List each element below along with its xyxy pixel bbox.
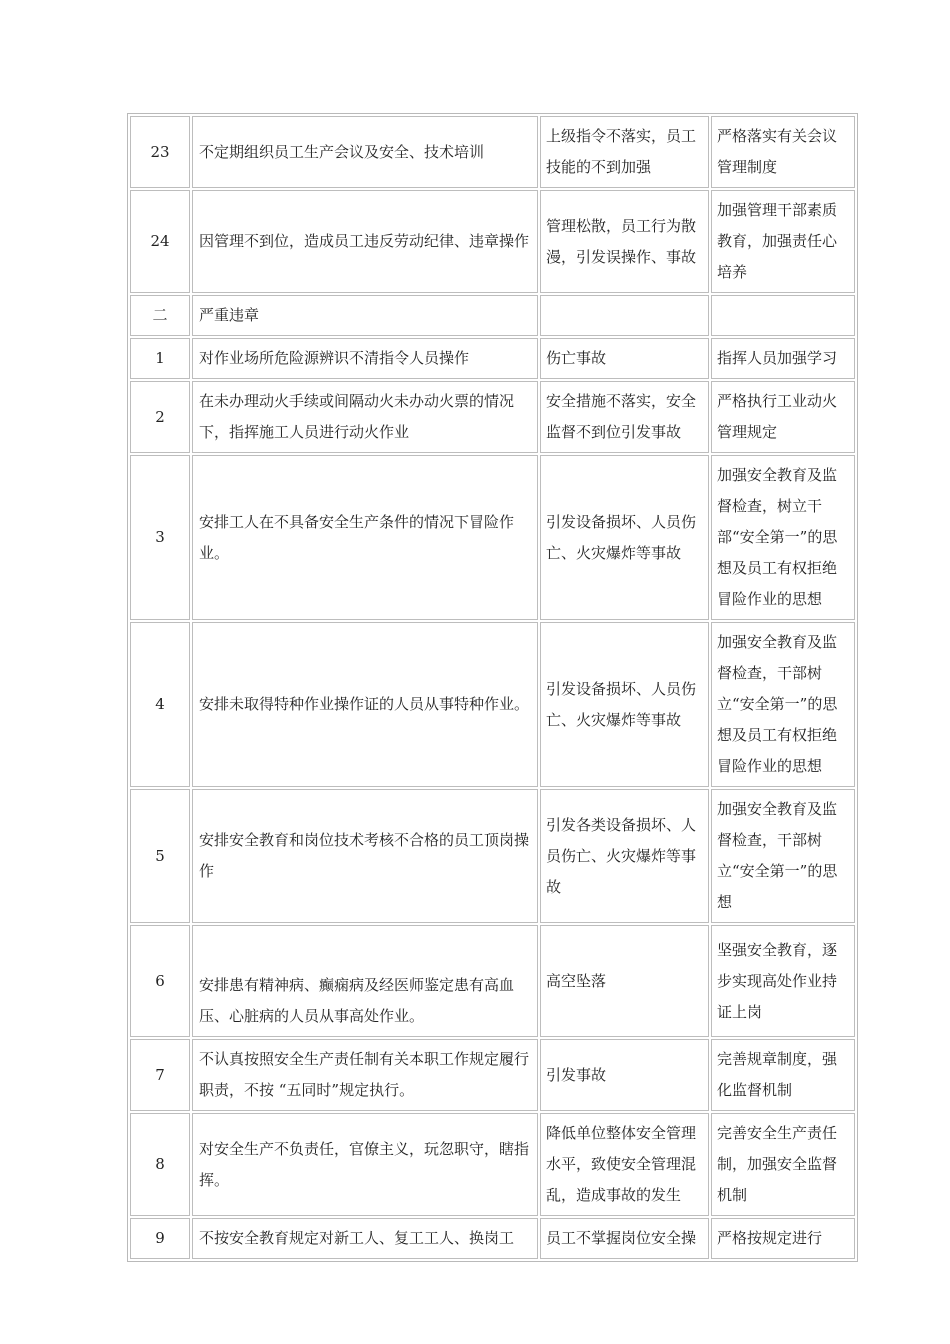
table-row bbox=[130, 622, 855, 787]
table-row bbox=[130, 925, 855, 1037]
row-number: 8 bbox=[130, 1113, 190, 1216]
hazard-item: 在未办理动火手续或间隔动火未办动火票的情况下，指挥施工人员进行动火作业 bbox=[192, 381, 538, 453]
consequence: 引发各类设备损坏、人员伤亡、火灾爆炸等事故 bbox=[540, 789, 709, 923]
table-body bbox=[130, 116, 855, 1259]
hazard-item: 对安全生产不负责任，官僚主义，玩忽职守，瞎指挥。 bbox=[192, 1113, 538, 1216]
consequence: 降低单位整体安全管理水平，致使安全管理混乱，造成事故的发生 bbox=[540, 1113, 709, 1216]
row-number: 4 bbox=[130, 622, 190, 787]
control-measure: 严格执行工业动火管理规定 bbox=[711, 381, 855, 453]
table-row bbox=[130, 116, 855, 188]
hazard-item: 安排未取得特种作业操作证的人员从事特种作业。 bbox=[192, 622, 538, 787]
row-number: 6 bbox=[130, 925, 190, 1037]
control-measure: 坚强安全教育，逐步实现高处作业持证上岗 bbox=[711, 925, 855, 1037]
hazard-control-table bbox=[127, 113, 858, 1262]
control-measure: 加强安全教育及监督检查，干部树立“安全第一”的思想 bbox=[711, 789, 855, 923]
table-row bbox=[130, 381, 855, 453]
row-number: 24 bbox=[130, 190, 190, 293]
consequence: 伤亡事故 bbox=[540, 338, 709, 379]
control-measure: 加强安全教育及监督检查，干部树立“安全第一”的思想及员工有权拒绝冒险作业的思想 bbox=[711, 622, 855, 787]
hazard-item: 安排工人在不具备安全生产条件的情况下冒险作业。 bbox=[192, 455, 538, 620]
consequence: 员工不掌握岗位安全操 bbox=[540, 1218, 709, 1259]
table-row bbox=[130, 190, 855, 293]
row-number: 3 bbox=[130, 455, 190, 620]
table-row bbox=[130, 1039, 855, 1111]
hazard-item: 对作业场所危险源辨识不清指令人员操作 bbox=[192, 338, 538, 379]
hazard-item: 不认真按照安全生产责任制有关本职工作规定履行职责，不按 “五同时”规定执行。 bbox=[192, 1039, 538, 1111]
section-title: 严重违章 bbox=[192, 295, 538, 336]
control-measure: 严格落实有关会议管理制度 bbox=[711, 116, 855, 188]
hazard-item: 因管理不到位，造成员工违反劳动纪律、违章操作 bbox=[192, 190, 538, 293]
row-number: 2 bbox=[130, 381, 190, 453]
row-number: 23 bbox=[130, 116, 190, 188]
hazard-item: 不按安全教育规定对新工人、复工工人、换岗工 bbox=[192, 1218, 538, 1259]
table-row bbox=[130, 455, 855, 620]
control-measure: 完善安全生产责任制，加强安全监督机制 bbox=[711, 1113, 855, 1216]
hazard-item: 安排患有精神病、癫痫病及经医师鉴定患有高血压、心脏病的人员从事高处作业。 bbox=[192, 925, 538, 1037]
control-measure: 指挥人员加强学习 bbox=[711, 338, 855, 379]
consequence: 高空坠落 bbox=[540, 925, 709, 1037]
consequence: 管理松散，员工行为散漫，引发误操作、事故 bbox=[540, 190, 709, 293]
row-number: 1 bbox=[130, 338, 190, 379]
section-number: 二 bbox=[130, 295, 190, 336]
consequence: 引发设备损坏、人员伤亡、火灾爆炸等事故 bbox=[540, 622, 709, 787]
consequence: 上级指令不落实，员工技能的不到加强 bbox=[540, 116, 709, 188]
section-row bbox=[130, 295, 855, 336]
table-row bbox=[130, 789, 855, 923]
consequence bbox=[540, 295, 709, 336]
control-measure: 加强安全教育及监督检查，树立干部“安全第一”的思想及员工有权拒绝冒险作业的思想 bbox=[711, 455, 855, 620]
row-number: 9 bbox=[130, 1218, 190, 1259]
table-row bbox=[130, 1113, 855, 1216]
hazard-item: 不定期组织员工生产会议及安全、技术培训 bbox=[192, 116, 538, 188]
control-measure: 完善规章制度，强化监督机制 bbox=[711, 1039, 855, 1111]
control-measure: 加强管理干部素质教育，加强责任心培养 bbox=[711, 190, 855, 293]
control-measure bbox=[711, 295, 855, 336]
consequence: 安全措施不落实，安全监督不到位引发事故 bbox=[540, 381, 709, 453]
table-row bbox=[130, 1218, 855, 1259]
table-row bbox=[130, 338, 855, 379]
consequence: 引发设备损坏、人员伤亡、火灾爆炸等事故 bbox=[540, 455, 709, 620]
hazard-item: 安排安全教育和岗位技术考核不合格的员工顶岗操作 bbox=[192, 789, 538, 923]
row-number: 7 bbox=[130, 1039, 190, 1111]
consequence: 引发事故 bbox=[540, 1039, 709, 1111]
control-measure: 严格按规定进行 bbox=[711, 1218, 855, 1259]
row-number: 5 bbox=[130, 789, 190, 923]
